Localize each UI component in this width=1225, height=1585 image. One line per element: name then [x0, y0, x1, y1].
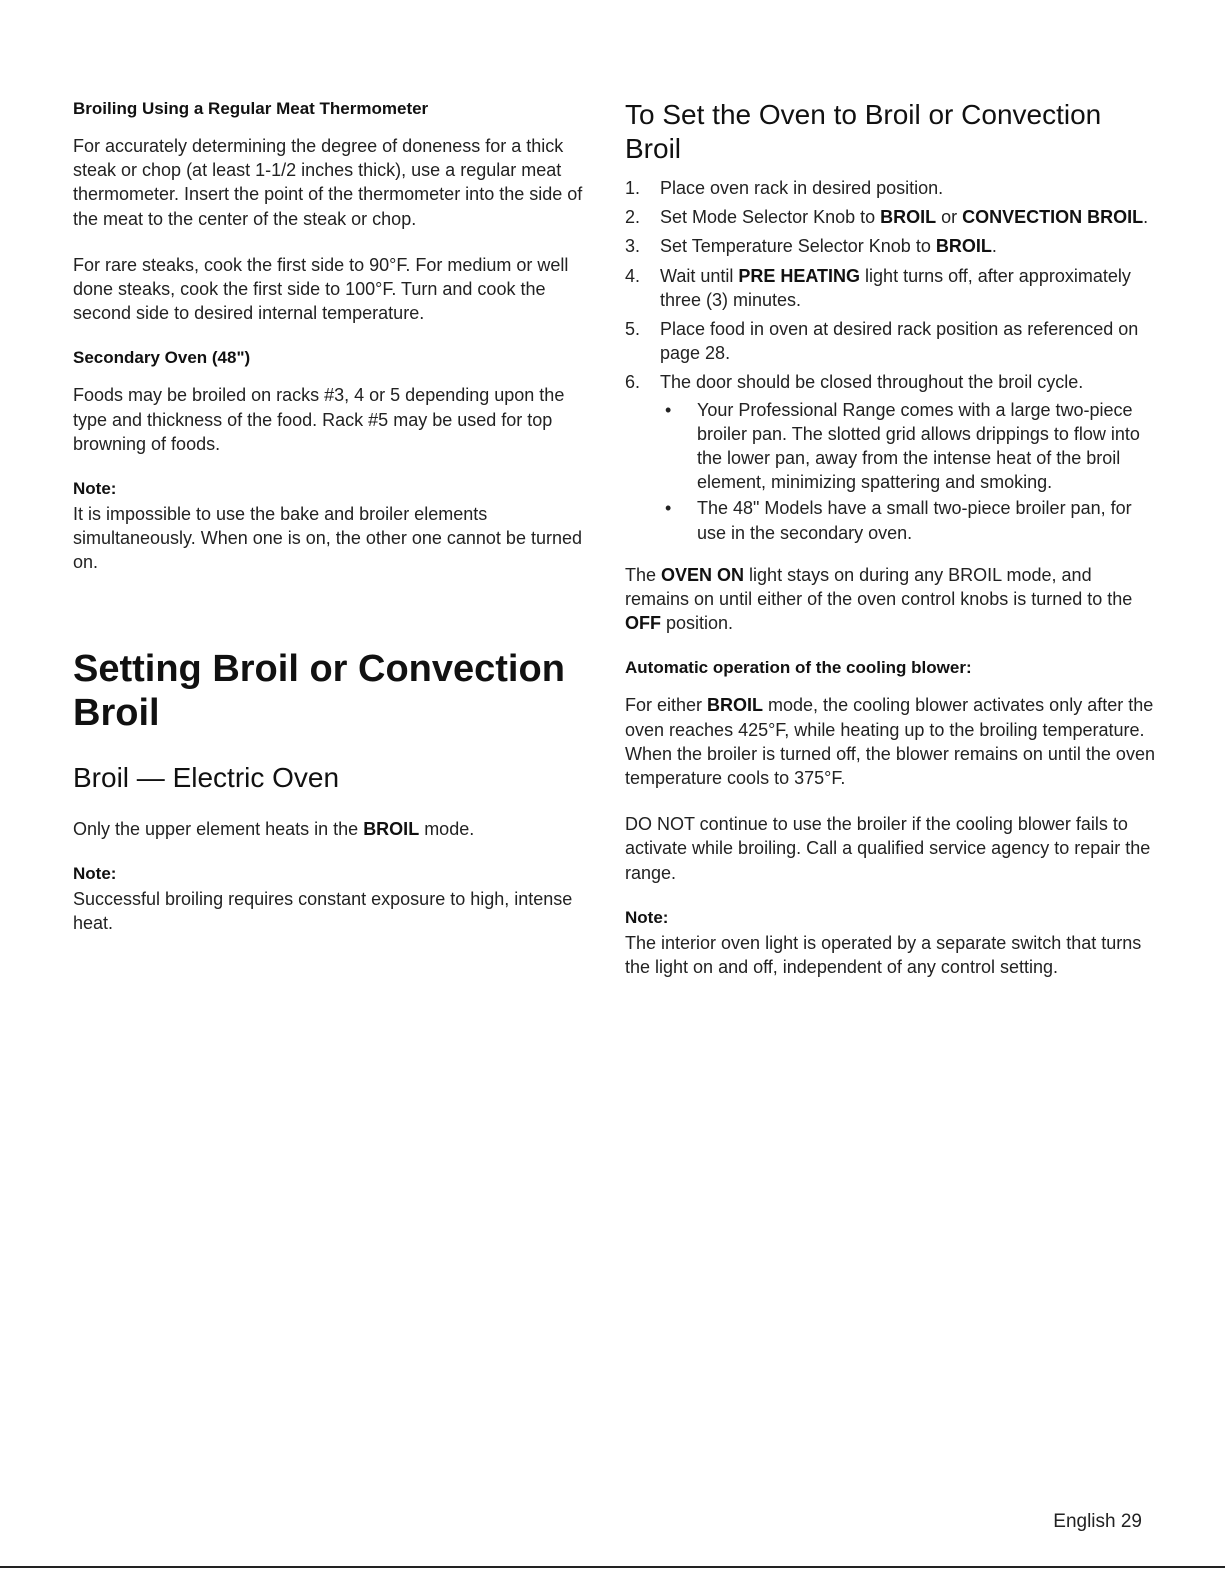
secondary-oven-paragraph: Foods may be broiled on racks #3, 4 or 5 depending upon the type and thickness of the food. Rack #5 may be used for top browning of foods. — [73, 385, 565, 454]
step-text: Place food in oven at desired rack position as referenced on page 28. — [660, 319, 1139, 364]
step-item — [625, 205, 1155, 229]
broil-text-post: mode. — [419, 818, 475, 839]
note-label: Note: — [73, 863, 117, 883]
step-number: 2. — [625, 207, 641, 228]
off-bold: OFF — [625, 613, 661, 634]
thermometer-paragraph-2: For rare steaks, cook the first side to 90°F. For medium or well done steaks, cook the first side to 100°F. Turn and cook the second side to desired internal temperature. — [73, 254, 569, 324]
bottom-rule — [0, 1566, 1225, 1568]
broil-mode-bold: BROIL — [363, 818, 420, 839]
broil-bold: BROIL — [707, 695, 764, 716]
step-item — [625, 370, 1155, 544]
bullet-list — [660, 398, 1155, 545]
note-label: Note: — [73, 479, 117, 499]
step-text: The door should be closed throughout the broil cycle. — [660, 372, 1084, 393]
step-bold: CONVECTION BROIL — [962, 207, 1144, 228]
blower-heading: Automatic operation of the cooling blower: — [625, 658, 972, 678]
step-number: 3. — [625, 236, 641, 257]
step-item — [625, 317, 1155, 365]
blower-paragraph-1 — [625, 693, 1155, 790]
step-text: . — [991, 236, 997, 257]
section-title: Setting Broil or Convection Broil — [73, 647, 565, 734]
thermometer-paragraph-1: For accurately determining the degree of doneness for a thick steak or chop (at least 1-1/2 inches thick), use a regular meat thermometer. Insert the point of the thermometer into the side of the meat to the center of the steak or chop. — [73, 136, 583, 229]
text-run: The — [625, 564, 662, 585]
step-text: . — [1143, 207, 1149, 228]
note-text: The interior oven light is operated by a separate switch that turns the light on and off, independent of any control setting. — [625, 932, 1142, 978]
step-item — [625, 234, 1155, 258]
broil-text-pre: Only the upper element heats in the — [73, 818, 364, 839]
step-number: 6. — [625, 372, 641, 393]
oven-on-bold: OVEN ON — [661, 564, 745, 585]
step-text: Wait until — [660, 265, 739, 286]
secondary-oven-heading: Secondary Oven (48") — [73, 348, 251, 368]
procedure-title: To Set the Oven to Broil or Convection Broil — [625, 99, 1102, 164]
right-column — [625, 98, 1155, 1001]
note-text: Successful broiling requires constant exposure to high, intense heat. — [73, 888, 573, 934]
step-item — [625, 264, 1155, 312]
step-text: light turns off, after approximately three (3) minutes. — [660, 265, 1131, 310]
text-run: mode, the cooling blower activates only after the oven reaches 425°F, while heating up to the broiling temperature. When the broiler is turned off, the blower remains on until the oven temperature cools to 375°F. — [625, 695, 1155, 789]
bullet-item — [660, 398, 1155, 495]
text-run: For either — [625, 695, 708, 716]
step-number: 4. — [625, 265, 641, 286]
step-bold: PRE HEATING — [738, 265, 861, 286]
blower-paragraph-2: DO NOT continue to use the broiler if the cooling blower fails to activate while broiling. Call a qualified service agency to repair the range. — [625, 814, 1151, 883]
step-number: 5. — [625, 319, 641, 340]
oven-on-paragraph — [625, 563, 1155, 636]
bullet-text: Your Professional Range comes with a large two-piece broiler pan. The slotted grid allows drippings to flow into the lower pan, away from the intense heat of the broil element, minimizing spattering and smoking. — [697, 399, 1140, 493]
broil-paragraph — [73, 817, 593, 841]
step-text: Place oven rack in desired position. — [660, 178, 944, 198]
text-run: light stays on during any BROIL mode, and remains on until either of the oven control knobs is turned to the — [625, 564, 1133, 610]
bullet-item — [660, 496, 1155, 544]
step-text: Set Temperature Selector Knob to — [660, 236, 936, 257]
text-run: position. — [661, 613, 734, 634]
step-bold: BROIL — [935, 236, 992, 257]
subsection-title: Broil — Electric Oven — [73, 761, 340, 793]
bullet-icon: • — [665, 498, 672, 519]
note-text: It is impossible to use the bake and broiler elements simultaneously. When one is on, the other one cannot be turned on. — [73, 504, 582, 573]
bullet-text: The 48" Models have a small two-piece broiler pan, for use in the secondary oven. — [697, 498, 1132, 543]
step-number: 1. — [625, 178, 641, 198]
bullet-icon: • — [665, 399, 672, 420]
page-number: English 29 — [1053, 1511, 1142, 1532]
step-list — [625, 176, 1155, 545]
thermometer-heading: Broiling Using a Regular Meat Thermometer — [73, 99, 429, 118]
step-item — [625, 176, 1155, 200]
left-column — [73, 98, 593, 957]
step-text: or — [936, 207, 963, 228]
step-text: Set Mode Selector Knob to — [660, 207, 881, 228]
note-label: Note: — [625, 907, 669, 927]
step-bold: BROIL — [880, 207, 937, 228]
